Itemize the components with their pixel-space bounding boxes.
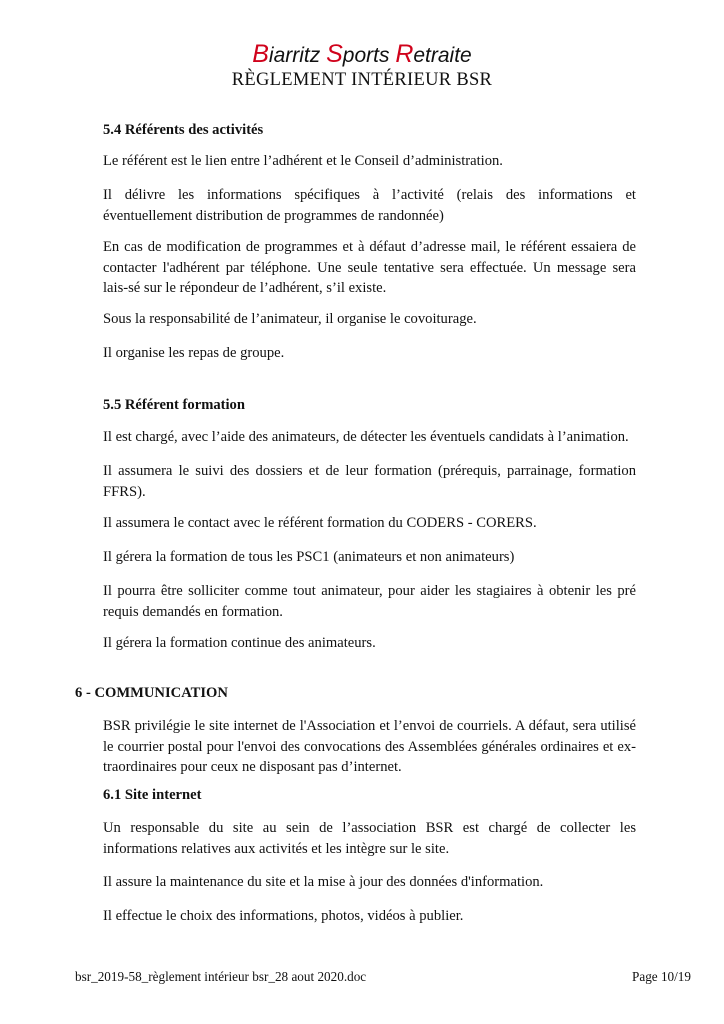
section-heading-5-4: 5.4 Référents des activités: [103, 122, 264, 138]
paragraph: En cas de modification de programmes et à défaut d’adresse mail, le référent essaiera de contacter l'adhérent par téléphone. Une seule tentative sera effectuée. Un message sera lais-sé sur le répondeur de l’adhérent, s’il existe.: [103, 239, 636, 296]
paragraph: Il gérera la formation continue des animateurs.: [103, 635, 376, 651]
paragraph: Un responsable du site au sein de l’association BSR est chargé de collecter les informations relatives aux activités et les intègre sur le site.: [103, 820, 636, 857]
paragraph: Il effectue le choix des informations, photos, vidéos à publier.: [103, 908, 464, 924]
paragraph: Il assumera le contact avec le référent formation du CODERS - CORERS.: [103, 515, 537, 531]
paragraph: Il délivre les informations spécifiques à l’activité (relais des informations et éventuellement distribution de programmes de randonnée): [103, 187, 636, 224]
brand-letter-r: R: [395, 40, 414, 68]
paragraph: Il est chargé, avec l’aide des animateurs, de détecter les éventuels candidats à l’animation.: [103, 429, 629, 445]
brand-logo-text: [0, 42, 724, 68]
brand-word-biarritz: iarritz: [268, 44, 327, 67]
paragraph: Sous la responsabilité de l’animateur, il organise le covoiturage.: [103, 311, 477, 327]
section-heading-6: 6 - COMMUNICATION: [75, 685, 228, 701]
brand-letter-b: B: [252, 40, 269, 68]
brand-letter-s: S: [326, 40, 343, 68]
paragraph: Le référent est le lien entre l’adhérent et le Conseil d’administration.: [103, 153, 503, 169]
brand-word-retraite: etraite: [413, 44, 472, 67]
paragraph: Il gérera la formation de tous les PSC1 (animateurs et non animateurs): [103, 549, 515, 565]
footer-filename: bsr_2019-58_règlement intérieur bsr_28 aout 2020.doc: [75, 969, 367, 984]
section-heading-6-1: 6.1 Site internet: [103, 787, 202, 803]
paragraph: Il pourra être solliciter comme tout animateur, pour aider les stagiaires à obtenir les pré requis demandés en formation.: [103, 583, 636, 620]
paragraph: Il organise les repas de groupe.: [103, 345, 285, 361]
footer-page-number: Page 10/19: [632, 969, 691, 984]
brand-word-sports: ports: [342, 44, 396, 67]
document-title: RÈGLEMENT INTÉRIEUR BSR: [231, 70, 493, 90]
paragraph: Il assure la maintenance du site et la mise à jour des données d'information.: [103, 874, 544, 890]
section-heading-5-5: 5.5 Référent formation: [103, 397, 245, 413]
paragraph: Il assumera le suivi des dossiers et de leur formation (prérequis, parrainage, formation FFRS).: [103, 463, 636, 500]
page-header: [0, 42, 724, 91]
paragraph: BSR privilégie le site internet de l'Association et l’envoi de courriels. A défaut, sera utilisé le courrier postal pour l'envoi des convocations des Assemblées générales ordinaires et ex-traordinaires pour ceux ne disposant pas d’internet.: [103, 718, 636, 775]
